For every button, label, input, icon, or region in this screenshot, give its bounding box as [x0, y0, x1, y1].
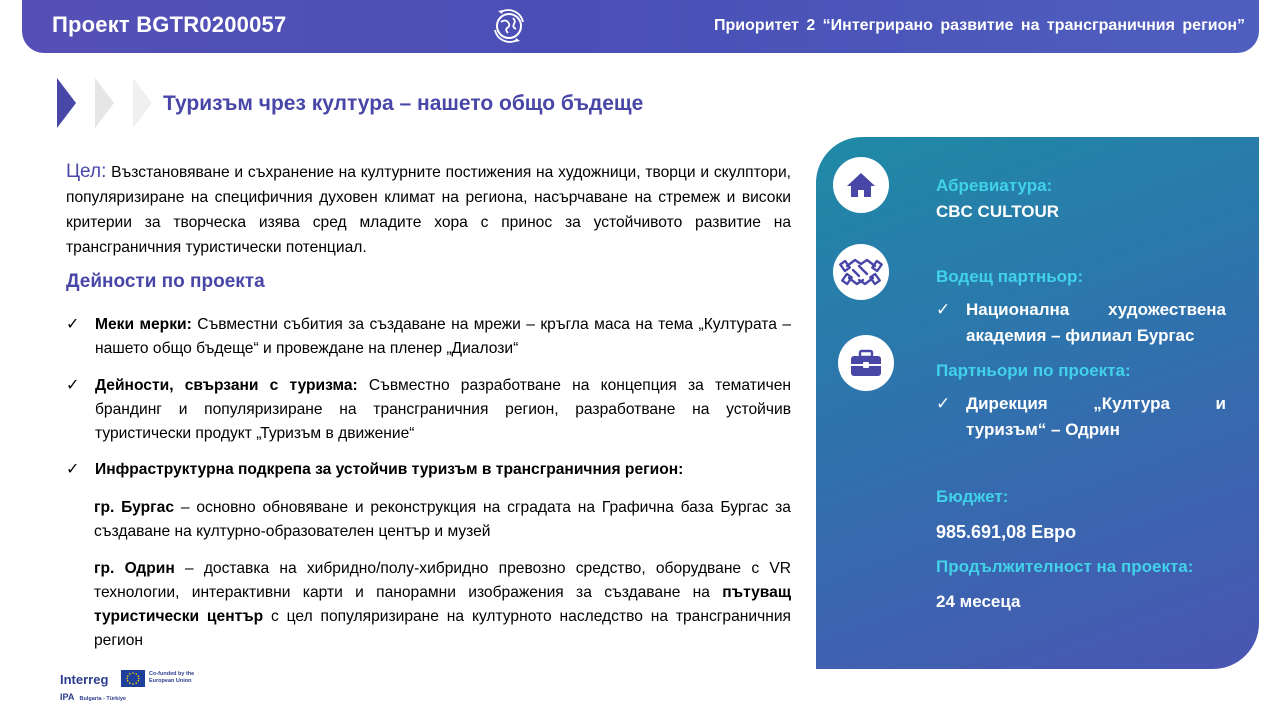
activity-item: [66, 313, 791, 361]
activity-bold: Инфраструктурна подкрепа за устойчив туризъм в трансграничния регион:: [95, 461, 684, 478]
partners-value: Дирекция „Култура и туризъм“ – Одрин: [966, 394, 1226, 439]
burgas-city: гр. Бургас: [94, 499, 175, 516]
goal-text: Възстановяване и съхранение на културните постижения на художници, творци и скулптори, популяризиране на специфичния духовен климат на региона, насърчаване на стремеж и високи критерии за творческа изява сред младите хора с принос за устойчивото развитие на трансграничния туристически потенциал.: [66, 164, 791, 256]
goal-label: Цел:: [66, 161, 107, 182]
activity-bold: Дейности, свързани с туризма:: [95, 377, 358, 394]
check-icon: ✓: [936, 394, 951, 413]
info-panel: [816, 137, 1259, 669]
ipa-text: IPA: [60, 692, 75, 702]
lead-partner-item: [936, 297, 1226, 349]
partners-label: Партньори по проекта:: [936, 361, 1131, 380]
abbr-label: Абревиатура:: [936, 176, 1053, 195]
edirne-text-before: – доставка на хибридно/полу-хибридно превозно средство, оборудване с VR технологии, интерактивни карти и панорамни изображения за създаване на: [94, 560, 791, 601]
activity-item: [66, 458, 791, 482]
ipa-countries: Bulgaria - Türkiye: [79, 696, 126, 702]
duration-label: Продължителност на проекта:: [936, 557, 1194, 576]
activity-text: Съвместно разработване на концепция за тематичен брандинг и популяризиране на трансграничния регион, разработване на устойчив туристически продукт „Туризъм в движение“: [95, 377, 791, 442]
handshake-icon: [833, 244, 889, 300]
burgas-text: – основно обновяване и реконструкция на сградата на Графична база Бургас за създаване на културно-образователен център и музей: [94, 499, 791, 540]
partners-item: [936, 391, 1226, 443]
edirne-bold-mid: пътуващ туристически център: [94, 584, 791, 625]
briefcase-icon: [838, 335, 894, 391]
eu-cofunded-text: Co-funded by the European Union: [149, 671, 195, 684]
priority-text: Приоритет 2 “Интегрирано развитие на трансграничния регион”: [714, 17, 1245, 34]
eu-flag-icon: [121, 670, 145, 687]
page-title: Туризъм чрез култура – нашето общо бъдеще: [163, 92, 644, 115]
abbr-value: CBC CULTOUR: [936, 202, 1060, 221]
activity-bold: Меки мерки:: [95, 316, 192, 333]
budget-value: 985.691,08 Евро: [936, 522, 1077, 542]
home-icon: [833, 157, 889, 213]
header-bar: [22, 0, 1259, 53]
activity-text: Съвместни събития за създаване на мрежи – кръгла маса на тема „Културата – нашето общо бъдеще“ и провеждане на пленер „Диалози“: [95, 316, 791, 357]
edirne-paragraph: [94, 557, 791, 653]
burgas-paragraph: [94, 496, 791, 544]
activity-item: [66, 374, 791, 446]
chevrons-decoration: [57, 78, 167, 128]
check-icon: ✓: [66, 461, 80, 478]
lead-partner-label: Водещ партньор:: [936, 267, 1084, 286]
edirne-text-after: с цел популяризиране на културното наследство на трансграничния регион: [94, 608, 791, 649]
check-icon: ✓: [66, 377, 80, 394]
globe-icon: [491, 8, 527, 44]
check-icon: ✓: [66, 316, 80, 333]
project-code: Проект BGTR0200057: [52, 12, 287, 37]
ipa-logo: [60, 692, 126, 702]
activities-title: Дейности по проекта: [66, 271, 265, 292]
interreg-logo: Interreg: [60, 672, 109, 687]
lead-partner-value: Национална художествена академия – филиал Бургас: [966, 300, 1226, 345]
duration-value: 24 месеца: [936, 592, 1021, 611]
check-icon: ✓: [936, 300, 951, 319]
goal-paragraph: [66, 159, 791, 260]
budget-label: Бюджет:: [936, 487, 1009, 506]
edirne-city: гр. Одрин: [94, 560, 175, 577]
